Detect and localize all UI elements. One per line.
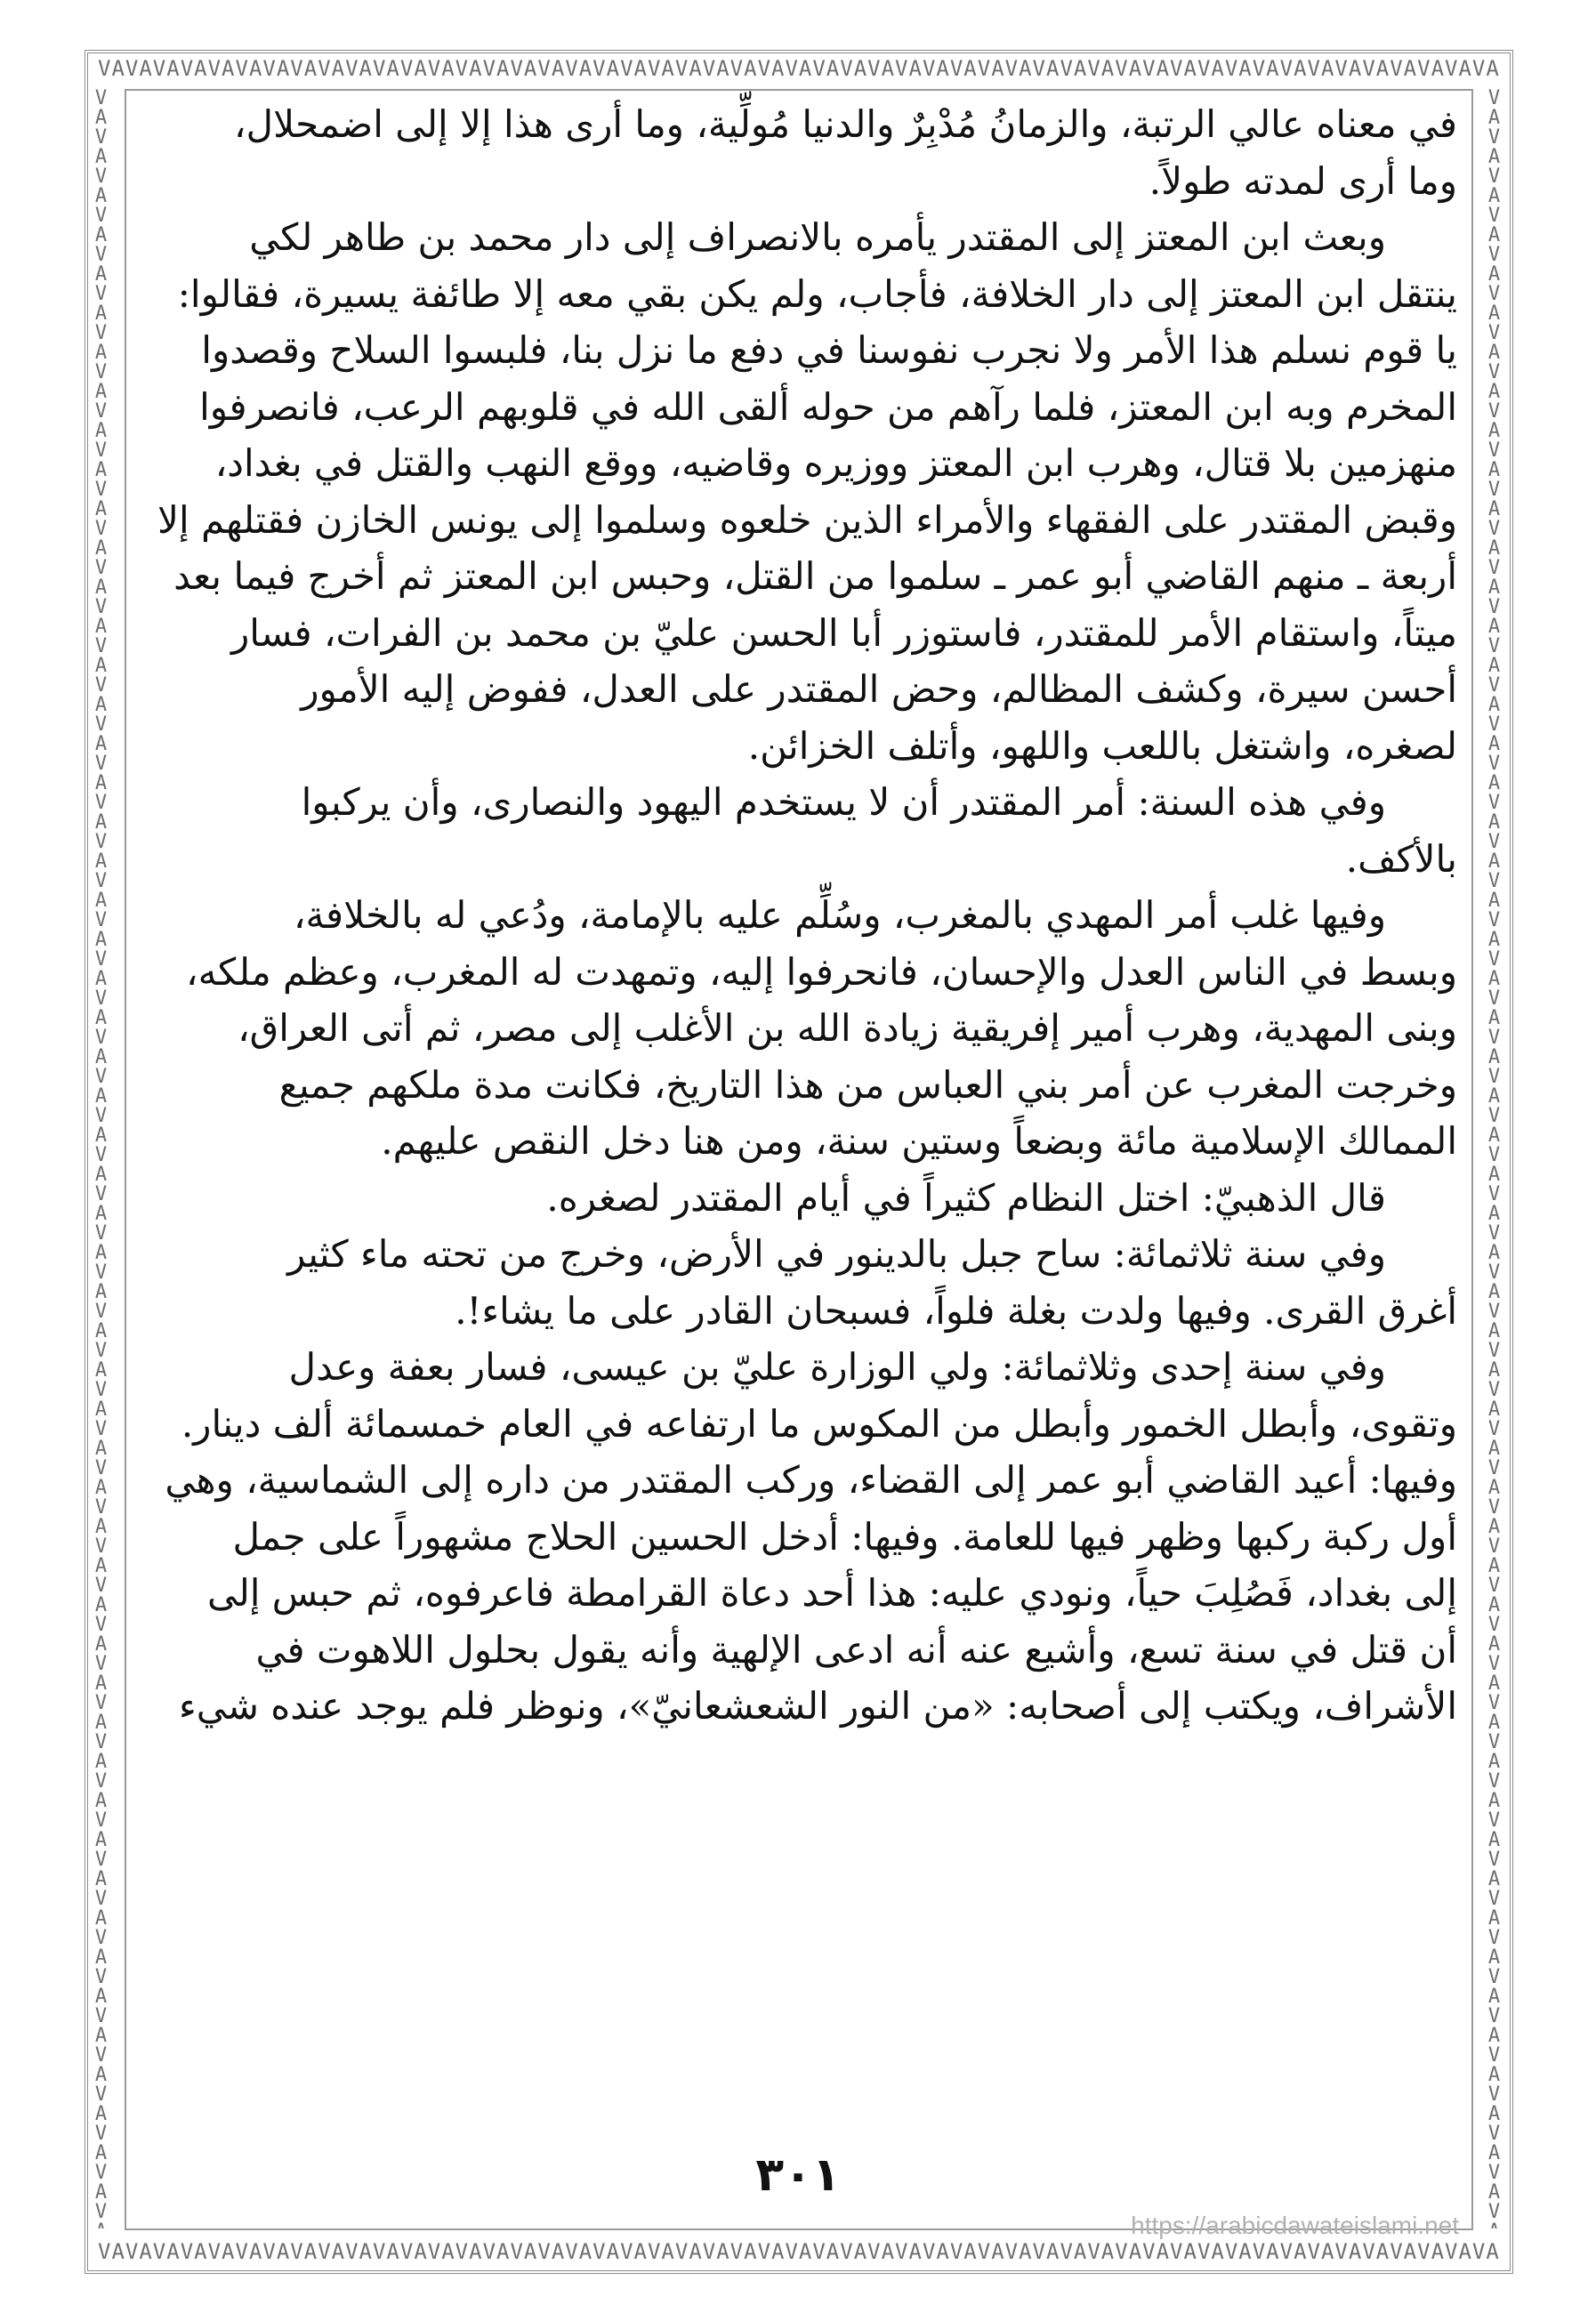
text-line: إلى بغداد، فَصُلِبَ حياً، ونودي عليه: هذا أحد دعاة القرامطة فاعرفوه، ثم حبس إلى	[206, 1571, 1457, 1615]
text-line: وتقوى، وأبطل الخمور وأبطل من المكوس ما ارتفاعه في العام خمسمائة ألف دينار.	[181, 1401, 1457, 1446]
text-line: وفي هذه السنة: أمر المقتدر أن لا يستخدم اليهود والنصارى، وأن يركبوا	[301, 780, 1386, 824]
page-text	[135, 96, 1457, 2133]
text-line: المخرم وبه ابن المعتز، فلما رآهم من حوله ألقى الله في قلوبهم الرعب، فانصرفوا	[199, 384, 1457, 429]
text-line: وبسط في الناس العدل والإحسان، فانحرفوا إليه، وتمهدت له المغرب، وعظم ملكه،	[186, 949, 1457, 994]
watermark-url: https://arabicdawateislami.net	[1131, 2212, 1459, 2239]
ornamental-border-bottom	[98, 2238, 1500, 2265]
text-line: وبعث ابن المعتز إلى المقتدر يأمره بالانصراف إلى دار محمد بن طاهر لكي	[249, 215, 1386, 259]
text-line: لصغره، واشتغل باللعب واللهو، وأتلف الخزائن.	[747, 723, 1457, 768]
text-line: الأشراف، ويكتب إلى أصحابه: «من النور الشعشعانيّ»، ونوظر فلم يوجد عنده شيء	[178, 1684, 1457, 1728]
text-line: وفيها: أعيد القاضي أبو عمر إلى القضاء، وركب المقتدر من داره إلى الشماسية، وهي	[165, 1458, 1457, 1502]
text-line: وفي سنة إحدى وثلاثمائة: ولي الوزارة عليّ بن عيسى، فسار بعفة وعدل	[288, 1345, 1386, 1389]
ornamental-border-right	[1482, 89, 1507, 2228]
text-line: يا قوم نسلم هذا الأمر ولا نجرب نفوسنا في دفع ما نزل بنا، فلبسوا السلاح وقصدوا	[201, 328, 1457, 372]
page-number: ٣٠١	[755, 2148, 841, 2202]
text-line: بالأكف.	[1345, 836, 1457, 881]
ornamental-border-top	[98, 55, 1500, 82]
text-line: أحسن سيرة، وكشف المظالم، وحض المقتدر على العدل، ففوض إليه الأمور	[301, 667, 1457, 711]
text-line: منهزمين بلا قتال، وهرب ابن المعتز ووزيره وقاضيه، ووقع النهب والقتل في بغداد،	[214, 441, 1457, 485]
text-line: وخرجت المغرب عن أمر بني العباس من هذا التاريخ، فكانت مدة ملكهم جميع	[278, 1062, 1457, 1107]
ornamental-border-left	[89, 89, 114, 2228]
text-line: وقبض المقتدر على الفقهاء والأمراء الذين خلعوه وسلموا إلى يونس الخازن فقتلهم إلا	[157, 497, 1457, 542]
text-line: أربعة ـ منهم القاضي أبو عمر ـ سلموا من القتل، وحبس ابن المعتز ثم أخرج فيما بعد	[173, 554, 1457, 598]
inner-rule-left	[125, 89, 126, 2230]
text-line: قال الذهبيّ: اختل النظام كثيراً في أيام المقتدر لصغره.	[546, 1175, 1386, 1220]
text-line: أن قتل في سنة تسع، وأشيع عنه أنه ادعى الإلهية وأنه يقول بحلول اللاهوت في	[255, 1627, 1457, 1672]
text-line: أول ركبة ركبها وظهر فيها للعامة. وفيها: أدخل الحسين الحلاج مشهوراً على جمل	[232, 1514, 1457, 1559]
text-line: وفي سنة ثلاثمائة: ساح جبل بالدينور في الأرض، وخرج من تحته ماء كثير	[287, 1232, 1386, 1276]
inner-rule-right	[1471, 89, 1473, 2230]
text-line: وبنى المهدية، وهرب أمير إفريقية زيادة الله بن الأغلب إلى مصر، ثم أتى العراق،	[238, 1006, 1457, 1050]
text-line: وما أرى لمدته طولاً.	[1149, 158, 1457, 203]
inner-rule-top	[125, 89, 1473, 91]
text-line: ينتقل ابن المعتز إلى دار الخلافة، فأجاب، ولم يكن بقي معه إلا طائفة يسيرة، فقالوا:	[177, 271, 1457, 316]
text-line: الممالك الإسلامية مائة وبضعاً وستين سنة، ومن هنا دخل النقص عليهم.	[381, 1119, 1457, 1163]
text-line: ميتاً، واستقام الأمر للمقتدر، فاستوزر أبا الحسن عليّ بن محمد بن الفرات، فسار	[230, 610, 1457, 655]
text-line: أغرق القرى. وفيها ولدت بغلة فلواً، فسبحان القادر على ما يشاء!.	[455, 1288, 1457, 1333]
text-line: في معناه عالي الرتبة، والزمانُ مُدْبِرٌ والدنيا مُولِّية، وما أرى هذا إلا إلى اضمحلال،	[234, 102, 1457, 146]
text-line: وفيها غلب أمر المهدي بالمغرب، وسُلِّم عليه بالإمامة، ودُعي له بالخلافة،	[293, 893, 1386, 937]
